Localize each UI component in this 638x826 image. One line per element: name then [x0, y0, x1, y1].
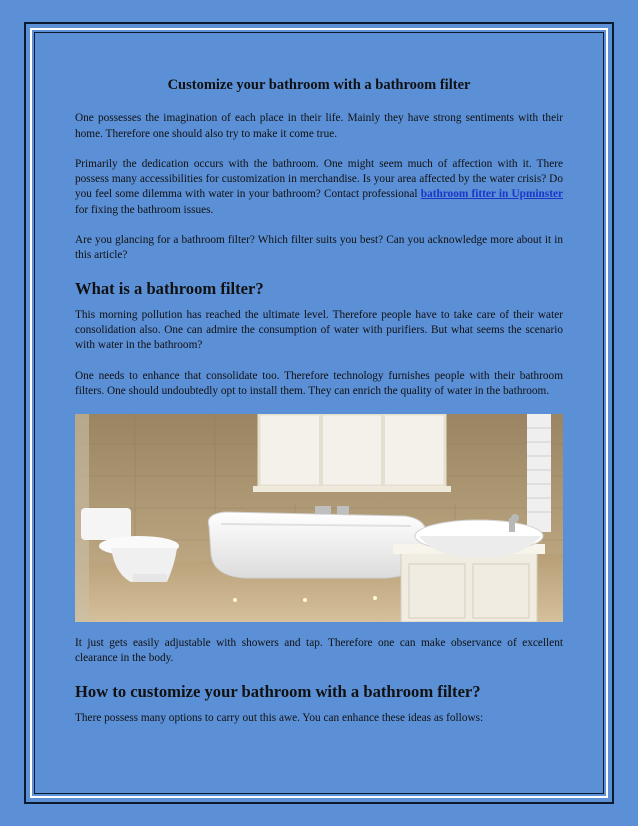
technology-paragraph: One needs to enhance that consolidate too. Therefore technology furnishes people with their bathroom filters. One should undoubtedly opt to install them. They can enrich the quality of water in the bathroom. — [75, 369, 563, 397]
dedication-text: Primarily the dedication occurs with the bathroom. One might seem much of affection with it. There possess many accessibilities for customization in merchandise. Is your area affected by the water crisis? Do you feel some dilemma with water in your bathroom? Contact professional — [75, 157, 563, 201]
bathroom-photo — [75, 414, 563, 622]
adjustable-paragraph: It just gets easily adjustable with showers and tap. Therefore one can make observance of excellent clearance in the body. — [75, 637, 563, 665]
dedication-text-end: for fixing the bathroom issues. — [75, 203, 214, 216]
section-heading-what-is: What is a bathroom filter? — [75, 278, 264, 298]
question-paragraph: Are you glancing for a bathroom filter? Which filter suits you best? Can you acknowledge more about it in this article? — [75, 234, 563, 262]
section-heading-how-to: How to customize your bathroom with a bathroom filter? — [75, 681, 481, 701]
intro-paragraph: One possesses the imagination of each place in their life. Mainly they have strong sentiments with their home. Therefore one should also try to make it come true. — [75, 112, 563, 140]
options-paragraph: There possess many options to carry out this awe. You can enhance these ideas as follows: — [75, 711, 484, 724]
document-title: Customize your bathroom with a bathroom filter — [167, 77, 471, 93]
dedication-paragraph — [75, 157, 563, 218]
document-content — [75, 72, 563, 741]
bathroom-fitter-link[interactable]: bathroom fitter in Upminster — [420, 188, 563, 201]
pollution-paragraph: This morning pollution has reached the ultimate level. Therefore people have to take care of their water consolidation also. One can admire the consumption of water with purifiers. But what seems the scenario with water in the bathroom? — [75, 308, 563, 352]
